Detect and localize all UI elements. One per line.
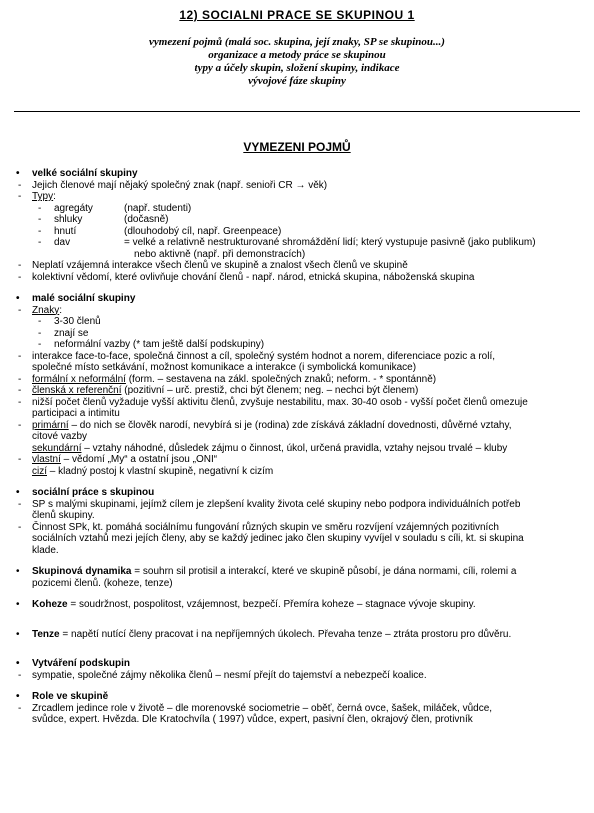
bullet-heading: • Vytváření podskupin bbox=[16, 658, 580, 670]
sub-list-item bbox=[16, 214, 580, 226]
type-term: dav bbox=[54, 237, 71, 248]
intro-line: vymezení pojmů (malá soc. skupina, její znaky, SP se skupinou...) bbox=[149, 36, 445, 48]
continuation-line: klade. bbox=[32, 544, 59, 556]
continuation-line: sociálních vztahů mezi jejích členy, aby se každý jedinec jako člen skupiny vyvíjel v souladu s cíli, kt. si skupina bbox=[32, 533, 524, 544]
section-heading: VYMEZENI POJMŮ bbox=[243, 140, 351, 154]
underlined-term: formální x neformální bbox=[32, 373, 126, 385]
intro-line: typy a účely skupin, složení skupiny, indikace bbox=[194, 62, 400, 74]
list-item: - Neplatí vzájemná interakce všech členů ve skupině a znalost všech členů ve skupině bbox=[16, 260, 580, 272]
continuation-line: participaci a intimitu bbox=[32, 408, 120, 419]
intro-line: vývojové fáze skupiny bbox=[248, 75, 346, 87]
list-item: - formální x neformální (form. – sestavena na zákl. společných znaků; neform. - * spontánně) bbox=[16, 374, 580, 386]
continuation-line: citové vazby bbox=[32, 431, 88, 442]
continuation-line: pozicemi členů. (koheze, tenze) bbox=[32, 577, 173, 589]
intro-block bbox=[0, 36, 594, 88]
underlined-term: vlastní bbox=[32, 454, 61, 465]
underlined-term: primární bbox=[32, 419, 69, 431]
list-item: - Činnost SPk, kt. pomáhá sociálnímu fungování různých skupin ve směru rozvíjení vzájemných pozitivních bbox=[16, 522, 580, 534]
underlined-term: Typy bbox=[32, 191, 54, 202]
sub-list-item: - neformální vazby (* tam ještě další podskupiny) bbox=[16, 339, 580, 351]
type-desc: = velké a relativně nestrukturované shromáždění lidí; který vystupuje pasivně (jako publikum) bbox=[124, 237, 536, 248]
sub-list-item: - znají se bbox=[16, 328, 580, 340]
continuation-line: členů skupiny. bbox=[32, 510, 95, 521]
continuation-line: svůdce, expert. Hvězda. Dle Kratochvíla ( 1997) vůdce, expert, pasivní člen, okrajový člen, protivník bbox=[32, 714, 473, 725]
document-body bbox=[16, 168, 580, 726]
type-desc: (dlouhodobý cíl, např. Greenpeace) bbox=[124, 225, 282, 237]
term-bold: Skupinová dynamika bbox=[32, 566, 132, 577]
bullet-paragraph: • Skupinová dynamika = souhrn sil protisil a interakcí, které ve skupině působí, je dána normami, cíli, rolemi a bbox=[16, 566, 580, 578]
bullet-paragraph: • Koheze = soudržnost, pospolitost, vzájemnost, bezpečí. Přemíra koheze – stagnace vývoje skupiny. bbox=[16, 599, 580, 611]
list-item: - nižší počet členů vyžaduje vyšší aktivitu členů, zvyšuje nestabilitu, max. 30-40 osob - vyšší počet členů omezuje bbox=[16, 397, 580, 409]
list-item: cizí – kladný postoj k vlastní skupině, negativní k cizím bbox=[32, 465, 274, 477]
term-bold: Koheze bbox=[32, 599, 68, 610]
list-item: - vlastní – vědomí „My“ a ostatní jsou „ONI“ bbox=[16, 454, 580, 466]
type-desc: (dočasně) bbox=[124, 214, 169, 225]
list-item: - Znaky: bbox=[16, 305, 580, 317]
list-item: - sympatie, společné zájmy několika členů – nesmí přejít do tajemství a nebezpečí koalice. bbox=[16, 670, 580, 682]
type-term: hnutí bbox=[54, 225, 77, 237]
list-item: - primární – do nich se člověk narodí, nevybírá si je (rodina) zde získává základní dovednosti, důvěrné vztahy, bbox=[16, 420, 580, 432]
list-item: sekundární – vztahy náhodné, důsledek zájmu o činnost, úkol, určená pravidla, vztahy nejsou trvalé – kluby bbox=[32, 442, 508, 454]
bullet-heading: • velké sociální skupiny bbox=[16, 168, 580, 180]
document-title: 12) SOCIALNI PRACE SE SKUPINOU 1 bbox=[179, 8, 415, 22]
bullet-paragraph: • Tenze = napětí nutící členy pracovat i na nepříjemných úkolech. Převaha tenze – ztráta prostoru pro důvěru. bbox=[16, 629, 580, 641]
sub-list-item: - 3-30 členů bbox=[16, 316, 580, 328]
sub-list-item bbox=[16, 237, 580, 249]
list-item: - členská x referenční (pozitivní – urč. prestiž, chci být členem; neg. – nechci být členem) bbox=[16, 385, 580, 397]
type-term: agregáty bbox=[54, 202, 93, 214]
list-item: - SP s malými skupinami, jejímž cílem je zlepšení kvality života celé skupiny nebo podpora individuálních potřeb bbox=[16, 499, 580, 511]
underlined-term: cizí bbox=[32, 465, 47, 477]
continuation-line: společné místo setkávání, možnost komunikace a interakce (i symbolická komunikace) bbox=[32, 362, 417, 373]
intro-line: organizace a metody práce se skupinou bbox=[208, 49, 386, 61]
sub-list-item bbox=[16, 226, 580, 238]
list-item: - Typy: bbox=[16, 191, 580, 203]
continuation-line: nebo aktivně (např. při demonstracích) bbox=[134, 248, 306, 260]
list-item: - interakce face-to-face, společná činnost a cíl, společný systém hodnot a norem, diferenciace pozic a rolí, bbox=[16, 351, 580, 363]
underlined-term: členská x referenční bbox=[32, 385, 122, 396]
sub-list-item bbox=[16, 203, 580, 215]
divider-line bbox=[14, 111, 580, 112]
term-bold: Tenze bbox=[32, 628, 60, 640]
bullet-heading: • malé sociální skupiny bbox=[16, 293, 580, 305]
bullet-heading: • Role ve skupině bbox=[16, 691, 580, 703]
underlined-term: sekundární bbox=[32, 442, 82, 454]
list-item: - kolektivní vědomí, které ovlivňuje chování členů - např. národ, etnická skupina, náboženská skupina bbox=[16, 272, 580, 284]
type-desc: (např. studenti) bbox=[124, 202, 192, 214]
bullet-heading: • sociální práce s skupinou bbox=[16, 487, 580, 499]
underlined-term: Znaky bbox=[32, 304, 60, 316]
list-item: - Jejich členové mají nějaký společný znak (např. senioři CR → věk) bbox=[16, 180, 580, 192]
type-term: shluky bbox=[54, 214, 83, 225]
list-item: - Zrcadlem jedince role v životě – dle morenovské sociometrie – oběť, černá ovce, šašek, miláček, vůdce, bbox=[16, 703, 580, 715]
